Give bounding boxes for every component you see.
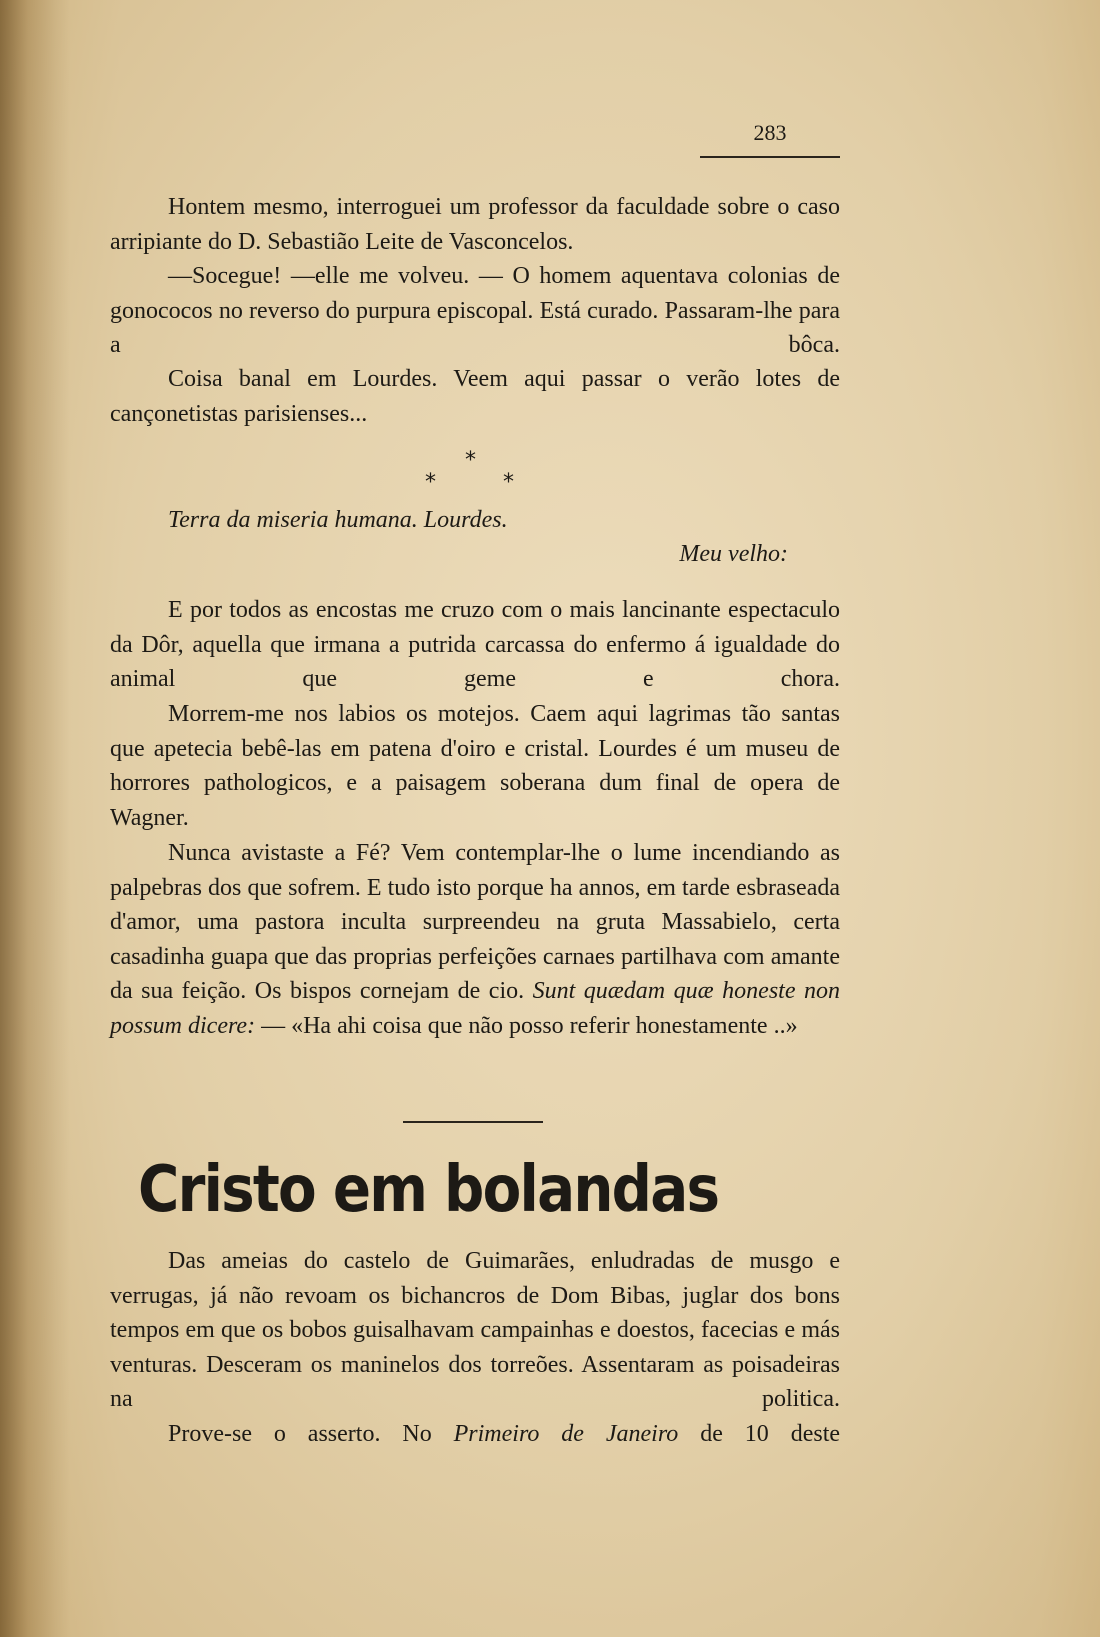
section-divider [403,1121,543,1123]
newspaper-title: Primeiro de Janeiro [453,1421,679,1447]
salutation: Meu velho: [679,541,788,567]
paragraph-8: Prove-se o asserto. No Primeiro de Janeiro de 10 deste [168,1421,841,1447]
paragraph-6 [110,836,840,1043]
asterisk-top: * [465,448,476,473]
page-number-rule [700,156,840,158]
section-title: Cristo em bolandas [138,1153,719,1227]
asterisk-right: * [503,470,514,495]
paragraph-1: Hontem mesmo, interroguei um professor da faculdade sobre o caso arripiante do D. Sebastião Leite de Vasconcelos. [110,194,840,255]
letter-title: Terra da miseria humana. Lourdes. [168,507,508,533]
paragraph-2: —Socegue! —elle me volveu. — O homem aquentava colonias de gonococos no reverso do purpura episcopal. Está curado. Passaram-lhe para a bôca. [110,263,840,358]
paragraph-6-text: Nunca avistaste a Fé? Vem contemplar-lhe o lume incendiando as palpebras dos que sofrem. E tudo isto porque ha annos, em tarde esbraseada d'amor, uma pastora inculta surpreendeu na gruta Massabielo, certa casadinha guapa que das proprias perfeições carnaes partilhava com amante da sua feição. Os bispos cornejam de cio. [110,840,840,1004]
latin-quote: Sunt quædam quæ honeste non possum dicere: [110,978,840,1039]
paragraph-6-translation: — «Ha ahi coisa que não posso referir honestamente ..» [255,1012,798,1039]
asterisk-left: * [425,470,436,495]
spine-shadow [0,0,70,1637]
paragraph-3: Coisa banal em Lourdes. Veem aqui passar o verão lotes de cançonetistas parisienses... [110,366,840,427]
paragraph-7: Das ameias do castelo de Guimarães, enludradas de musgo e verrugas, já não revoam os bichancros de Dom Bibas, juglar dos bons tempos em que os bobos guisalhavam campainhas e doestos, facecias e más venturas. Desceram os maninelos dos torreões. Assentaram as poisadeiras na politica. [110,1248,840,1412]
asterism [420,448,520,498]
paragraph-5: Morrem-me nos labios os motejos. Caem aqui lagrimas tão santas que apetecia bebê-las em patena d'oiro e cristal. Lourdes é um museu de horrores pathologicos, e a paisagem soberana dum final de opera de Wagner. [110,701,840,831]
paragraph-4: E por todos as encostas me cruzo com o mais lancinante espectaculo da Dôr, aquella que irmana a putrida carcassa do enfermo á igualdade do animal que geme e chora. [110,597,840,692]
page-number: 283 [753,120,787,145]
